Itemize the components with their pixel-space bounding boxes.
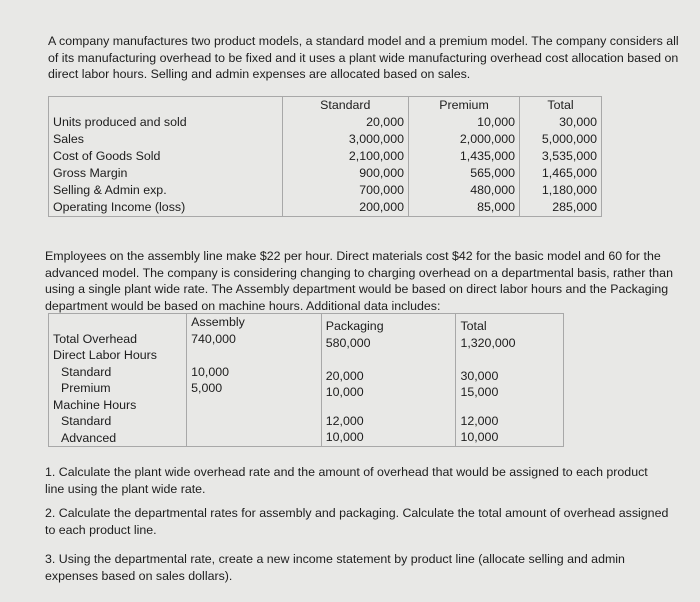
label-units: Units produced and sold [53, 115, 187, 129]
intro-paragraph: A company manufactures two product models, a standard model and a premium model. The company considers all of its manufacturing overhead to be fixed and it uses a plant wide manufacturing overhead cost allocation based on direct labor hours. Selling and admin expenses are allocated based on sales. [48, 34, 679, 81]
cell-value: 15,000 [460, 385, 499, 399]
question-1: 1. Calculate the plant wide overhead rate and the amount of overhead that would be assigned to each product line using the plant wide rate. [45, 465, 648, 496]
cell-value: 10,000 [325, 430, 364, 444]
label-dlh-standard: Standard [61, 364, 112, 379]
cell-value: 3,535,000 [541, 149, 597, 163]
cell-value: 200,000 [359, 200, 404, 214]
cell-value: 30,000 [559, 115, 597, 129]
cell-value: 10,000 [477, 115, 516, 129]
label-mh-standard: Standard [61, 414, 112, 428]
cell-value: 85,000 [477, 200, 516, 214]
cell-value: 1,180,000 [541, 183, 597, 197]
premium-column [408, 97, 519, 217]
label-operating-income: Operating Income (loss) [53, 200, 186, 214]
cell-value: 12,000 [460, 413, 499, 428]
cell-value: 5,000 [191, 381, 223, 395]
row-labels-cell [49, 97, 283, 217]
label-gross-margin: Gross Margin [53, 166, 128, 180]
label-machine-hours: Machine Hours [53, 397, 137, 412]
cell-value: 5,000,000 [541, 132, 597, 146]
cell-value: 700,000 [359, 183, 404, 197]
label-total-overhead: Total Overhead [53, 331, 138, 346]
cell-value: 740,000 [191, 331, 236, 346]
total-overhead-column [456, 314, 564, 447]
cell-value: 285,000 [552, 200, 597, 214]
cell-value: 20,000 [366, 115, 404, 129]
cell-value: 20,000 [325, 368, 364, 383]
label-dlh-premium: Premium [61, 381, 111, 395]
cell-value: 1,320,000 [460, 335, 516, 350]
header-premium: Premium [439, 98, 489, 112]
cell-value: 1,465,000 [541, 166, 597, 180]
cell-value: 565,000 [470, 166, 516, 180]
label-direct-labor-hours: Direct Labor Hours [53, 348, 157, 362]
middle-paragraph: Employees on the assembly line make $22 per hour. Direct materials cost $42 for the basic model and 60 for the advanced model. The company is considering changing to charging overhead on a departmental basis, rather than using a single plant wide rate. The Assembly department would be based on direct labor hours and the Packaging department would be based on machine hours. Additional data includes: [45, 249, 673, 313]
label-cogs: Cost of Goods Sold [53, 149, 161, 163]
assembly-column [187, 314, 322, 447]
question-2: 2. Calculate the departmental rates for assembly and packaging. Calculate the total amount of overhead assigned to each product line. [45, 506, 669, 537]
cell-value: 1,435,000 [459, 149, 516, 163]
packaging-column [321, 314, 456, 447]
header-packaging: Packaging [325, 319, 384, 333]
overhead-labels-cell [49, 314, 187, 447]
cell-value: 2,100,000 [348, 149, 404, 163]
cell-value: 12,000 [325, 413, 364, 428]
label-mh-advanced: Advanced [61, 430, 117, 445]
income-statement-table [48, 96, 602, 217]
cell-value: 10,000 [191, 364, 230, 379]
cell-value: 2,000,000 [459, 132, 516, 146]
cell-value: 900,000 [359, 166, 404, 180]
header-assembly: Assembly [191, 315, 245, 329]
cell-value: 480,000 [470, 183, 516, 197]
header-standard: Standard [320, 98, 371, 112]
cell-value: 30,000 [460, 368, 499, 383]
question-3: 3. Using the departmental rate, create a new income statement by product line (allocate selling and admin expenses based on sales dollars). [45, 552, 625, 583]
cell-value: 580,000 [325, 335, 371, 350]
total-column [520, 97, 602, 217]
cell-value: 10,000 [460, 430, 499, 444]
label-selling-admin: Selling & Admin exp. [53, 183, 167, 197]
label-sales: Sales [53, 132, 84, 146]
overhead-data-table [48, 313, 564, 447]
header-total-overhead: Total [460, 319, 487, 333]
cell-value: 10,000 [325, 385, 364, 399]
header-total: Total [547, 98, 574, 112]
standard-column [282, 97, 408, 217]
cell-value: 3,000,000 [348, 132, 404, 146]
